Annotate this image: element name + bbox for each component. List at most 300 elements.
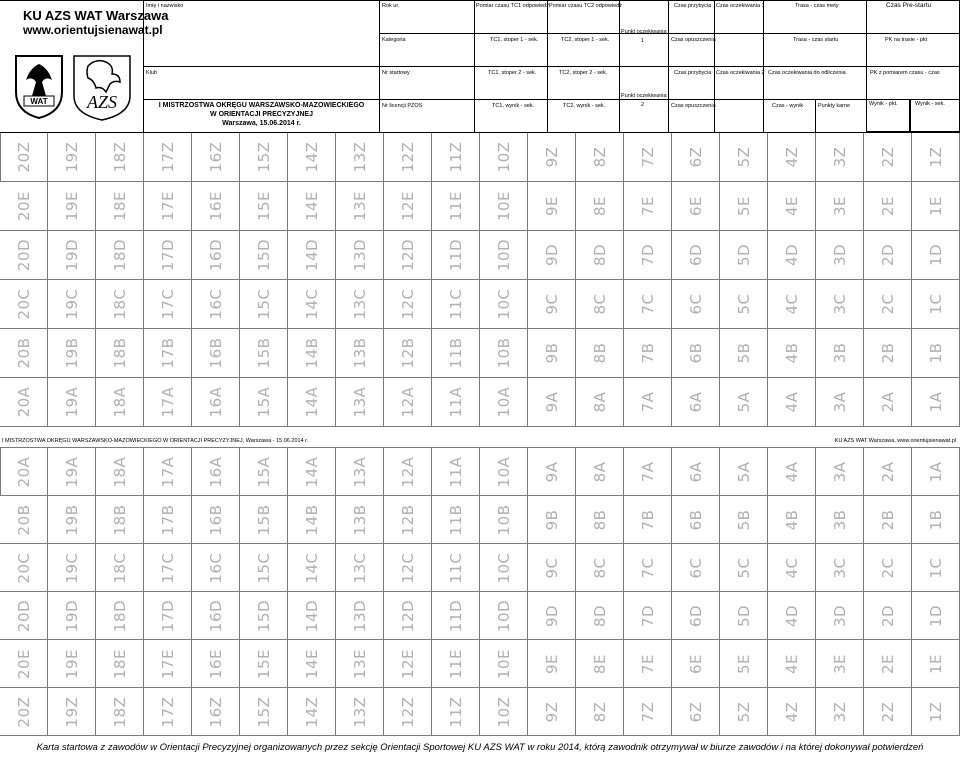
punch-box — [336, 496, 384, 544]
punch-box — [528, 592, 576, 640]
punch-box-label: 4B — [782, 509, 801, 530]
punch-box-label: 7C — [638, 556, 657, 579]
wat-logo — [12, 52, 66, 120]
punch-box — [768, 280, 816, 329]
punch-box-label: 18C — [110, 288, 129, 320]
punch-box — [192, 378, 240, 427]
punch-box — [480, 688, 528, 736]
punch-box — [288, 133, 336, 182]
punch-box-label: 9B — [542, 342, 561, 364]
punch-box — [96, 280, 144, 329]
punch-box — [816, 448, 864, 496]
punch-box-label: 7D — [638, 604, 657, 627]
punch-box-label: 11E — [446, 648, 465, 679]
punch-box-label: 15A — [254, 456, 273, 487]
punch-box-label: 12E — [398, 190, 417, 222]
punch-box-label: 4Z — [782, 701, 801, 722]
wat-logo-text: WAT — [30, 97, 48, 106]
punch-box — [720, 182, 768, 231]
punch-box — [384, 544, 432, 592]
punch-box-label: 20D — [14, 238, 33, 272]
punch-box — [720, 329, 768, 378]
label-punkt-1: 1 — [641, 38, 645, 44]
punch-box-label: 1Z — [926, 146, 945, 168]
punch-box — [864, 544, 912, 592]
punch-box-label: 19E — [62, 648, 81, 679]
punch-box — [144, 329, 192, 378]
punch-box — [96, 688, 144, 736]
punch-box — [192, 640, 240, 688]
punch-box — [432, 544, 480, 592]
punch-box — [144, 592, 192, 640]
punch-box — [480, 496, 528, 544]
punch-box — [576, 378, 624, 427]
punch-box-label: 7Z — [638, 146, 657, 168]
punch-box-label: 18C — [110, 551, 129, 584]
punch-box-label: 19B — [62, 504, 81, 535]
punch-box-label: 11Z — [446, 141, 465, 173]
punch-box-label: 15E — [254, 648, 273, 679]
punch-box-label: 18B — [110, 337, 129, 369]
punch-box — [48, 640, 96, 688]
punch-box — [624, 688, 672, 736]
punch-box-label: 12A — [398, 386, 417, 418]
punch-box — [336, 448, 384, 496]
punch-box — [912, 496, 960, 544]
punch-box — [528, 448, 576, 496]
punch-box — [288, 688, 336, 736]
punch-box-label: 3C — [830, 556, 849, 579]
punch-box — [0, 133, 48, 182]
punch-box — [336, 280, 384, 329]
punch-box — [576, 182, 624, 231]
punch-box-label: 18D — [110, 238, 129, 272]
punch-box-label: 13A — [350, 386, 369, 418]
punch-box-label: 20A — [15, 456, 33, 487]
punch-box-label: 3Z — [830, 701, 849, 722]
punch-box — [768, 182, 816, 231]
punch-box — [384, 448, 432, 496]
punch-box-label: 1A — [926, 461, 945, 482]
azs-logo-text: AZS — [86, 92, 118, 112]
punch-box — [528, 329, 576, 378]
label-punkt-2: 2 — [641, 102, 645, 108]
punch-box — [144, 640, 192, 688]
punch-box-label: 18E — [110, 648, 129, 679]
punch-box — [336, 640, 384, 688]
label-kategoria: Kategoria — [382, 37, 406, 43]
punch-box — [720, 280, 768, 329]
punch-box-label: 20Z — [14, 696, 33, 727]
punch-box-label: 6B — [686, 342, 705, 364]
punch-box — [768, 496, 816, 544]
label-trasa-czas-startu: Trasa - czas startu — [793, 37, 839, 43]
punch-box-label: 16C — [206, 551, 225, 584]
punch-box-label: 7B — [638, 342, 657, 364]
punch-box-label: 14E — [302, 190, 321, 222]
club-name: KU AZS WAT Warszawa — [23, 8, 169, 23]
label-nr-startowy: Nr startowy — [382, 70, 410, 76]
punch-box — [0, 448, 48, 496]
punch-box-label: 1A — [926, 391, 945, 413]
punch-box-label: 12B — [398, 504, 417, 535]
punch-box-label: 15A — [254, 386, 273, 418]
punch-box — [144, 280, 192, 329]
punch-box-label: 15D — [254, 599, 273, 632]
punch-box — [288, 592, 336, 640]
punch-box — [624, 496, 672, 544]
punch-box — [48, 182, 96, 231]
label-nr-licencji: Nr licencji PZOS — [382, 103, 423, 109]
punch-box-label: 9Z — [542, 701, 561, 722]
punch-box-label: 3C — [830, 293, 849, 315]
punch-box — [432, 280, 480, 329]
punch-box-label: 15B — [254, 504, 273, 535]
punch-box — [96, 329, 144, 378]
punch-box — [432, 182, 480, 231]
punch-box-label: 20D — [14, 599, 33, 632]
punch-box-label: 1D — [926, 604, 945, 627]
punch-box — [624, 133, 672, 182]
punch-box — [0, 378, 48, 427]
punch-box — [624, 280, 672, 329]
punch-box — [720, 688, 768, 736]
punch-box-label: 7C — [638, 293, 657, 315]
punch-box — [384, 592, 432, 640]
punch-box-label: 11Z — [446, 696, 465, 727]
punch-box-label: 5D — [734, 604, 753, 627]
punch-box-label: 9Z — [542, 146, 561, 168]
punch-box-label: 1E — [926, 195, 945, 217]
punch-box — [720, 496, 768, 544]
punch-box — [720, 378, 768, 427]
punch-box — [288, 448, 336, 496]
punch-box — [0, 592, 48, 640]
punch-box-label: 15D — [254, 238, 273, 272]
label-punkty-karne: Punkty karne — [818, 103, 851, 109]
punch-box — [192, 231, 240, 280]
label-punkt-oczekiwania-2: Punkt oczekiwania — [621, 93, 667, 99]
punch-box — [768, 378, 816, 427]
punch-box-label: 16B — [206, 337, 225, 369]
punch-box-label: 20B — [14, 504, 33, 535]
punch-box — [720, 640, 768, 688]
punch-box — [672, 448, 720, 496]
punch-box-label: 3E — [830, 653, 849, 674]
punch-box — [576, 640, 624, 688]
punch-box-label: 2A — [878, 391, 897, 413]
punch-box — [624, 231, 672, 280]
punch-box-label: 4A — [782, 391, 801, 413]
punch-box-label: 1B — [926, 509, 945, 530]
punch-box — [864, 378, 912, 427]
punch-box — [0, 544, 48, 592]
punch-box-label: 14E — [302, 648, 321, 679]
punch-box — [624, 329, 672, 378]
punch-box — [816, 329, 864, 378]
punch-box — [480, 448, 528, 496]
punch-box — [576, 448, 624, 496]
punch-box — [384, 496, 432, 544]
label-klub: Klub — [146, 70, 158, 76]
punch-box — [912, 329, 960, 378]
punch-box — [0, 231, 48, 280]
punch-box-label: 9D — [542, 604, 561, 627]
punch-box — [288, 231, 336, 280]
caption: Karta startowa z zawodów w Orientacji Precyzyjnej organizowanych przez sekcję Orientacji Sportowej KU AZS WAT w roku 2014, którą zawodnik otrzymywał w biurze zawodów i na której dokonywał potwierdzeń — [36, 742, 924, 753]
punch-box-label: 10A — [494, 456, 513, 487]
punch-box — [912, 280, 960, 329]
label-czas-oczekiwania-do-odliczenia: Czas oczekiwania do odliczenia — [768, 70, 846, 76]
punch-box-label: 8B — [590, 509, 609, 530]
punch-box — [480, 378, 528, 427]
punch-box — [912, 133, 960, 182]
punch-box-label: 6D — [686, 243, 705, 267]
punch-box-label: 7A — [638, 391, 657, 413]
label-pomiar-tc2: Pomiar czasu TC2 odpowiedź — [549, 3, 622, 9]
punch-box-label: 10D — [494, 238, 513, 272]
label-imie-nazwisko: Imię i nazwisko — [146, 3, 184, 9]
punch-box — [912, 592, 960, 640]
punch-box-label: 13Z — [350, 141, 369, 173]
punch-box-label: 8A — [590, 461, 609, 482]
punch-box — [144, 496, 192, 544]
punch-box — [192, 182, 240, 231]
punch-box — [192, 280, 240, 329]
punch-box-label: 16D — [206, 599, 225, 632]
punch-box-label: 17E — [158, 648, 177, 679]
punch-box-label: 2E — [878, 653, 897, 674]
punch-box-label: 18A — [110, 386, 129, 418]
punch-box — [48, 592, 96, 640]
punch-box — [720, 544, 768, 592]
punch-box — [384, 640, 432, 688]
punch-box — [576, 544, 624, 592]
punch-box-label: 4D — [782, 604, 801, 627]
punch-box — [48, 688, 96, 736]
punch-box-label: 3A — [830, 461, 849, 482]
punch-box-label: 18E — [110, 190, 129, 222]
punch-box-label: 13D — [350, 599, 369, 632]
label-wynik-pkt: Wynik - pkt. — [869, 101, 898, 107]
punch-box — [624, 592, 672, 640]
punch-box — [384, 378, 432, 427]
punch-box — [384, 231, 432, 280]
punch-box — [48, 544, 96, 592]
punch-box-label: 18Z — [110, 696, 129, 727]
punch-box-label: 19A — [62, 386, 81, 418]
punch-box — [240, 496, 288, 544]
punch-box-label: 2Z — [878, 701, 897, 722]
punch-box — [672, 496, 720, 544]
punch-box — [528, 688, 576, 736]
punch-box — [768, 448, 816, 496]
punch-box — [144, 688, 192, 736]
punch-box-label: 12D — [398, 599, 417, 632]
punch-box — [672, 231, 720, 280]
bottom-punch-grid — [0, 447, 960, 736]
punch-box-label: 14A — [302, 456, 321, 487]
punch-box — [672, 688, 720, 736]
punch-box-label: 18Z — [110, 141, 129, 173]
punch-box — [48, 329, 96, 378]
punch-box-label: 4E — [782, 195, 801, 217]
punch-box — [144, 133, 192, 182]
punch-box-label: 16A — [206, 456, 225, 487]
label-trasa-czas-mety: Trasa - czas mety — [795, 3, 839, 9]
label-rok-ur: Rok ur. — [382, 3, 400, 9]
punch-box-label: 6Z — [686, 701, 705, 722]
punch-box-label: 14B — [302, 337, 321, 369]
punch-box-label: 15E — [254, 190, 273, 222]
punch-box-label: 7D — [638, 243, 657, 267]
punch-box-label: 13C — [350, 288, 369, 320]
punch-box — [144, 231, 192, 280]
punch-box-label: 5E — [734, 653, 753, 674]
punch-box — [768, 688, 816, 736]
punch-box-label: 11C — [446, 288, 465, 320]
label-tc2-stoper2: TC2, stoper 2 - sek. — [559, 70, 608, 76]
punch-box-label: 17Z — [158, 141, 177, 173]
punch-box-label: 12D — [398, 238, 417, 272]
punch-box-label: 8D — [590, 604, 609, 627]
punch-box-label: 3A — [830, 391, 849, 413]
punch-box-label: 10D — [494, 599, 513, 632]
punch-box-label: 10A — [494, 386, 513, 418]
punch-box — [528, 496, 576, 544]
punch-box — [48, 280, 96, 329]
punch-box-label: 14Z — [302, 696, 321, 727]
punch-box-label: 17C — [158, 288, 177, 320]
punch-box — [576, 231, 624, 280]
punch-box-label: 10C — [494, 551, 513, 584]
punch-box — [144, 378, 192, 427]
punch-box — [768, 640, 816, 688]
punch-box-label: 20E — [14, 190, 33, 222]
punch-box — [240, 544, 288, 592]
punch-box — [528, 182, 576, 231]
punch-box — [720, 448, 768, 496]
punch-box-label: 17D — [158, 238, 177, 272]
punch-box — [480, 133, 528, 182]
punch-box — [528, 280, 576, 329]
punch-box — [432, 378, 480, 427]
punch-box — [0, 329, 48, 378]
label-czas-oczekiwania-2: Czas oczekiwania 2 — [716, 70, 765, 76]
punch-box — [0, 496, 48, 544]
punch-box-label: 16Z — [206, 141, 225, 173]
punch-box — [624, 640, 672, 688]
punch-box-label: 16C — [206, 288, 225, 320]
punch-box-label: 13Z — [350, 696, 369, 727]
punch-box — [96, 182, 144, 231]
punch-box — [48, 133, 96, 182]
punch-box-label: 12C — [398, 551, 417, 584]
punch-box-label: 12E — [398, 648, 417, 679]
punch-box-label: 14A — [302, 386, 321, 418]
punch-box — [624, 378, 672, 427]
punch-box — [96, 378, 144, 427]
punch-box-label: 2B — [878, 509, 897, 530]
punch-box-label: 8Z — [590, 146, 609, 168]
punch-box — [96, 544, 144, 592]
punch-box-label: 15Z — [254, 141, 273, 173]
punch-box-label: 7E — [638, 195, 657, 217]
punch-box — [192, 496, 240, 544]
punch-box — [480, 329, 528, 378]
punch-box-label: 13C — [350, 551, 369, 584]
punch-box-label: 4Z — [782, 146, 801, 168]
punch-box-label: 6A — [686, 461, 705, 482]
punch-box-label: 2D — [878, 243, 897, 267]
label-pk-na-trasie: PK na trasie - pkt — [885, 37, 928, 43]
punch-box — [336, 231, 384, 280]
punch-box-label: 12Z — [398, 141, 417, 173]
punch-box — [912, 378, 960, 427]
punch-box — [864, 231, 912, 280]
punch-box-label: 4B — [782, 342, 801, 364]
punch-box — [240, 592, 288, 640]
punch-box — [240, 448, 288, 496]
punch-box — [432, 592, 480, 640]
punch-box — [720, 231, 768, 280]
punch-box-label: 5C — [734, 293, 753, 315]
punch-box-label: 19Z — [62, 696, 81, 727]
separator-left-text: I MISTRZOSTWA OKRĘGU WARSZAWSKO-MAZOWIECKIEGO W ORIENTACJI PRECYZYJNEJ, Warszawa - 15.06.2014 r. — [2, 438, 309, 444]
label-czas-pre-startu: Czas Pre-startu — [886, 2, 932, 9]
punch-box — [432, 448, 480, 496]
punch-box — [0, 640, 48, 688]
punch-box-label: 15C — [254, 551, 273, 584]
punch-box — [288, 640, 336, 688]
punch-box — [624, 448, 672, 496]
punch-box — [672, 544, 720, 592]
punch-box-label: 5C — [734, 556, 753, 579]
punch-box — [720, 133, 768, 182]
punch-box-label: 19A — [62, 456, 81, 487]
punch-box-label: 2C — [878, 293, 897, 315]
punch-box-label: 4A — [782, 461, 801, 482]
punch-box-label: 5E — [734, 195, 753, 217]
top-punch-grid — [0, 133, 960, 427]
punch-box-label: 3B — [830, 509, 849, 530]
event-date: Warszawa, 15.06.2014 r. — [222, 120, 301, 127]
punch-box-label: 5D — [734, 243, 753, 267]
punch-box-label: 5B — [734, 509, 753, 530]
punch-box — [816, 378, 864, 427]
punch-box — [672, 133, 720, 182]
punch-box-label: 13A — [350, 456, 369, 487]
punch-box — [96, 640, 144, 688]
punch-box-label: 7E — [638, 653, 657, 674]
punch-box-label: 3D — [830, 604, 849, 627]
punch-box-label: 3E — [830, 195, 849, 217]
punch-box-label: 17A — [158, 456, 177, 487]
punch-box-label: 16E — [206, 190, 225, 222]
punch-box — [240, 231, 288, 280]
punch-box — [864, 592, 912, 640]
punch-box-label: 9A — [542, 391, 561, 413]
punch-box — [336, 182, 384, 231]
punch-box-label: 13B — [350, 504, 369, 535]
punch-box — [480, 640, 528, 688]
punch-box — [240, 133, 288, 182]
punch-box — [672, 182, 720, 231]
label-tc2-stoper1: TC2, stoper 1 - sek. — [561, 37, 610, 43]
punch-box — [816, 592, 864, 640]
punch-box — [288, 280, 336, 329]
punch-box — [432, 496, 480, 544]
